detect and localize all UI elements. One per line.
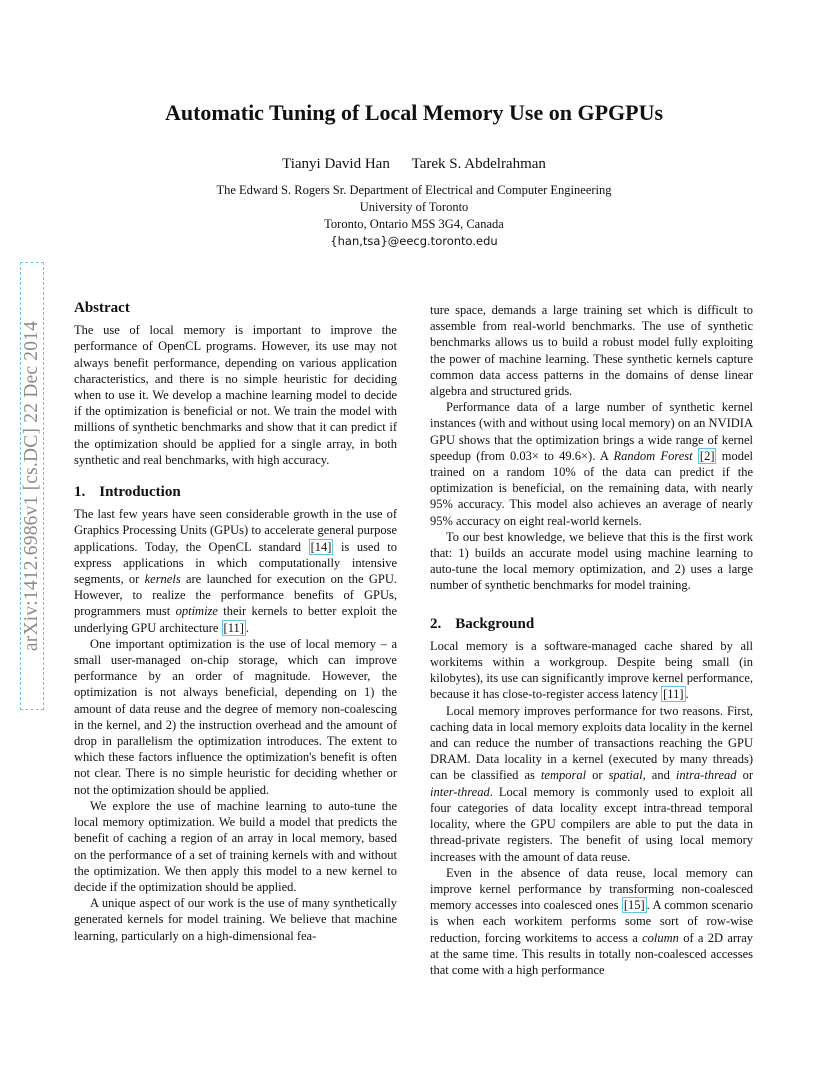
intro-paragraph: To our best knowledge, we believe that this is the first work that: 1) builds an accurate model using machine learning to auto-tune the local memory optimization, and 2) uses a large number of synthetic benchmarks for model training. <box>430 529 753 593</box>
section-title: Introduction <box>99 484 181 501</box>
abstract-heading: Abstract <box>74 300 130 316</box>
citation-link[interactable]: [2] <box>699 448 715 463</box>
affiliation-department: The Edward S. Rogers Sr. Department of Electrical and Computer Engineering <box>216 183 612 197</box>
author-list <box>0 156 828 173</box>
author-name: Tianyi David Han <box>282 156 390 172</box>
background-paragraph <box>430 638 753 703</box>
text-run: model trained on a random 10% of the data can predict if the optimization is beneficial, on the remaining data, with nearly 95% accuracy. This model also achieves an average of nearly 95% accuracy on eight real-world kernels. <box>430 448 753 528</box>
affiliation-address: Toronto, Ontario M5S 3G4, Canada <box>324 217 504 231</box>
text-run: . <box>685 687 689 702</box>
text-run: . <box>245 620 250 635</box>
intro-paragraph: One important optimization is the use of local memory – a small user-managed on-chip storage, which can improve performance by an order of magnitude. However, the optimization is not always beneficial, depending on 1) the amount of data reuse and the degree of memory non-coalescing in the kernel, and 2) the instruction overhead and the amount of drop in parallelism the optimization introduces. The extent to which these factors influence the optimization's benefit is often not clear. There is no simple heuristic for deciding whether or not the optimization should be applied. <box>74 636 397 797</box>
text-run: . A common scenario is when each workitem performs some sort of row-wise reduction, forcing workitems to access a <box>430 898 753 945</box>
intro-paragraph <box>74 506 397 636</box>
citation-link[interactable]: [14] <box>310 539 332 554</box>
right-column <box>430 302 753 978</box>
arxiv-stamp-text: arXiv:1412.6986v1 [cs.DC] 22 Dec 2014 <box>21 320 42 652</box>
affiliation-university: University of Toronto <box>359 200 469 214</box>
emphasis: Random Forest <box>613 448 693 463</box>
section-number: 1. <box>74 484 86 501</box>
text-run: The last few years have seen considerable growth in the use of Graphics Processing Units (GPUs) to accelerate general purpose applications. Today, the OpenCL standard <box>74 507 397 554</box>
emphasis: inter-thread <box>430 784 490 799</box>
text-run: is used to express applications in which computationally intensive segments, or <box>74 539 397 587</box>
background-paragraph <box>430 703 753 865</box>
text-run: Even in the absence of data reuse, local memory can improve kernel performance by transforming non-coalesced memory accesses into coalesced ones <box>430 865 753 913</box>
text-run: Performance data of a large number of synthetic kernel instances (with and without using local memory) on an NVIDIA GPU shows that the optimization brings a wide range of kernel speedup (from 0.03× to 49.6×). A <box>430 400 753 463</box>
intro-paragraph: A unique aspect of our work is the use of many synthetically generated kernels for model training. We believe that machine learning, particularly on a high-dimensional fea- <box>74 896 397 943</box>
text-run: or <box>586 768 609 783</box>
author-name: Tarek S. Abdelrahman <box>411 156 546 172</box>
emphasis: optimize <box>175 604 218 619</box>
citation-link[interactable]: [15] <box>623 898 645 913</box>
section-heading-introduction <box>74 484 397 500</box>
text-run: of a 2D array at the same time. This results in totally non-coalesced accesses that come with a high performance <box>430 930 753 977</box>
text-run: are launched for execution on the GPU. However, to realize the performance benefits of GPUs, programmers must <box>74 572 397 619</box>
citation-link[interactable]: [11] <box>223 620 244 635</box>
intro-paragraph: ture space, demands a large training set which is difficult to assemble from real-world benchmarks. The use of synthetic benchmarks allows us to build a robust model fully exploiting the power of machine learning. These synthetic kernels capture common data access patterns in the domains of dense linear algebra and structured grids. <box>430 303 753 399</box>
text-run: Local memory is a software-managed cache shared by all workitems within a workgroup. Despite being small (in kilobytes), its use can significantly improve kernel performance, because it has close-to-register access latency <box>430 638 753 702</box>
text-run: . Local memory is commonly used to exploit all four categories of data locality except intra-thread temporal locality, where the GPU compilers are able to put the data in thread-private registers. The benefit of using local memory increases with the amount of data reuse. <box>430 784 753 864</box>
text-run: their kernels to better exploit the underlying GPU architecture <box>74 604 397 635</box>
abstract-text: The use of local memory is important to improve the performance of OpenCL programs. However, its use may not always benefit performance, depending on various application characteristics, and there is no simple heuristic for deciding when to use it. We develop a machine learning model to decide if the optimization is beneficial or not. We train the model with millions of synthetic benchmarks and show that it can predict if the optimization should be applied for a single array, in both synthetic and real benchmarks, with high accuracy. <box>74 323 397 467</box>
intro-paragraph: We explore the use of machine learning to auto-tune the local memory optimization. We build a model that predicts the benefit of caching a region of an array in local memory, based on the performance of a set of training kernels with and without the optimization. We then apply this model to a new kernel to decide if the optimization should be applied. <box>74 798 397 894</box>
left-column <box>74 300 397 944</box>
section-number: 2. <box>430 615 442 632</box>
emphasis: column <box>642 930 679 945</box>
citation-link[interactable]: [11] <box>663 687 684 702</box>
emphasis: intra-thread <box>675 768 737 783</box>
section-title: Background <box>455 615 535 632</box>
text-run: or <box>736 768 753 783</box>
emphasis: spatial <box>608 768 643 783</box>
section-heading-background <box>430 616 753 632</box>
text-run: , and <box>642 768 676 783</box>
text-run: Local memory improves performance for two reasons. First, caching data in local memory exploits data locality in the kernel and can reduce the number of transactions reaching the GPU DRAM. Data locality in a kernel (executed by many threads) can be classified as <box>430 703 753 783</box>
background-paragraph <box>430 865 753 978</box>
emphasis: temporal <box>540 768 587 783</box>
emphasis: kernels <box>144 572 181 587</box>
intro-paragraph <box>430 399 753 529</box>
arxiv-stamp[interactable] <box>20 262 44 710</box>
author-email[interactable]: {han,tsa}@eecg.toronto.edu <box>330 234 498 248</box>
paper-title: Automatic Tuning of Local Memory Use on GPGPUs <box>164 100 664 125</box>
affiliation-block <box>0 182 828 250</box>
